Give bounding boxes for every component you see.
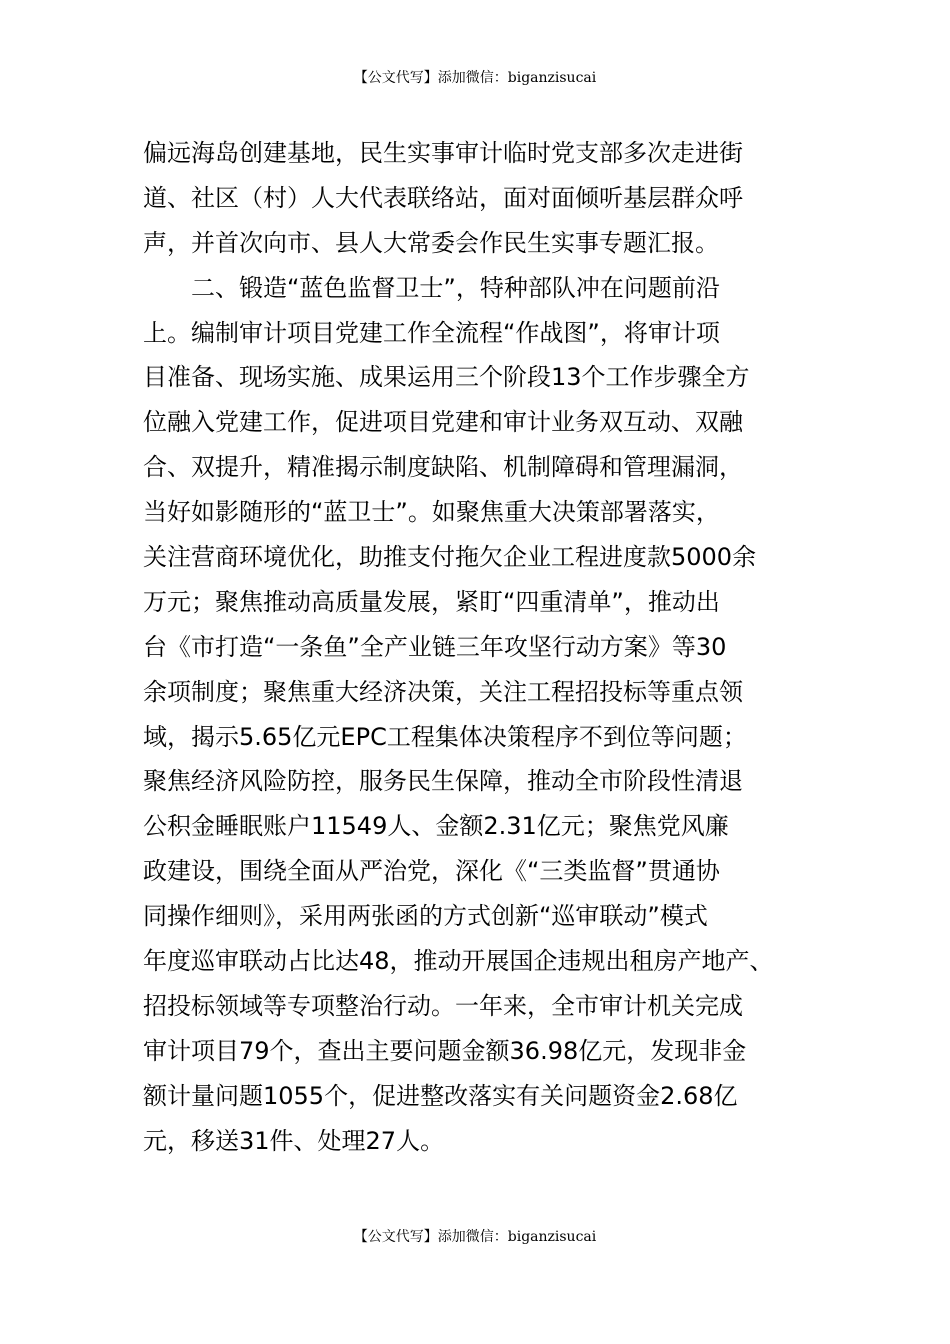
- text-line: 台《市打造“一条鱼”全产业链三年攻坚行动方案》等30: [143, 632, 727, 661]
- text-line: 同操作细则》，采用两张函的方式创新“巡审联动”模式: [143, 902, 708, 931]
- text-line: 万元；聚焦推动高质量发展，紧盯“四重清单”，推动出: [143, 587, 720, 616]
- text-line: 当好如影随形的“蓝卫士”。如聚焦重大决策部署落实，: [143, 498, 720, 527]
- text-line: 位融入党建工作，促进项目党建和审计业务双互动、双融: [143, 408, 743, 437]
- text-line: 关注营商环境优化，助推支付拖欠企业工程进度款5000余: [143, 543, 757, 572]
- text-line: 年度巡审联动占比达48，推动开展国企违规出租房产地产、: [143, 947, 774, 976]
- document-body: [143, 131, 823, 1163]
- text-line: 聚焦经济风险防控，服务民生保障，推动全市阶段性清退: [143, 767, 743, 796]
- text-line: 元，移送31件、处理27人。: [143, 1126, 445, 1155]
- text-line: 政建设，围绕全面从严治党，深化《“三类监督”贯通协: [143, 857, 720, 886]
- text-line: 余项制度；聚焦重大经济决策，关注工程招投标等重点领: [143, 677, 743, 706]
- text-line: 上。编制审计项目党建工作全流程“作战图”，将审计项: [143, 318, 720, 347]
- text-line: 偏远海岛创建基地，民生实事审计临时党支部多次走进街: [143, 139, 743, 167]
- text-line: 额计量问题1055个，促进整改落实有关问题资金2.68亿: [143, 1081, 738, 1110]
- text-line: 招投标领域等专项整治行动。一年来，全市审计机关完成: [143, 991, 743, 1020]
- text-line: 审计项目79个，查出主要问题金额36.98亿元，发现非金: [143, 1036, 747, 1065]
- page-footer: 【公文代写】添加微信：biganzisucai: [353, 1229, 597, 1245]
- text-line: 目准备、现场实施、成果运用三个阶段13个工作步骤全方: [143, 363, 750, 392]
- text-line: 公积金睡眠账户11549人、金额2.31亿元；聚焦党风廉: [143, 812, 729, 841]
- page-header: 【公文代写】添加微信：biganzisucai: [353, 70, 597, 86]
- text-line: 道、社区（村）人大代表联络站，面对面倾听基层群众呼: [143, 183, 743, 212]
- text-line: 域，揭示5.65亿元EPC工程集体决策程序不到位等问题；: [143, 722, 747, 751]
- text-line: 二、锻造“蓝色监督卫士”，特种部队冲在问题前沿: [143, 273, 720, 302]
- text-line: 合、双提升，精准揭示制度缺陷、机制障碍和管理漏洞，: [143, 453, 743, 482]
- text-line: 声，并首次向市、县人大常委会作民生实事专题汇报。: [143, 228, 719, 257]
